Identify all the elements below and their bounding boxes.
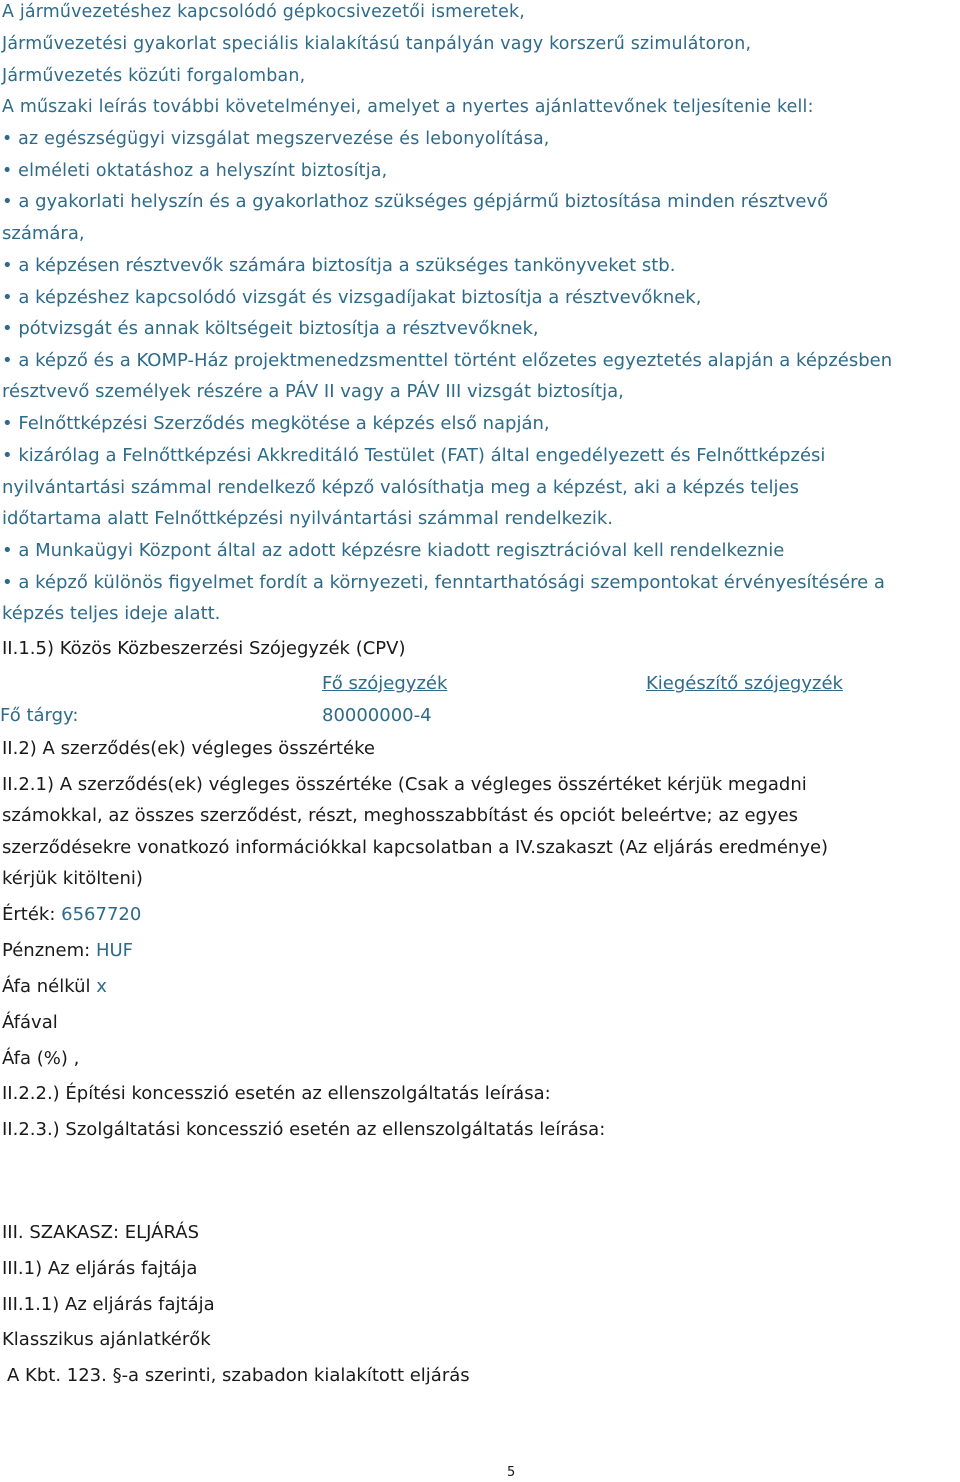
currency-label: Pénznem: bbox=[2, 940, 91, 961]
bullet-item: • a gyakorlati helyszín és a gyakorlathoz szükséges gépjármű biztosítása minden résztvevő bbox=[2, 191, 829, 212]
bullet-item: • a képző különös figyelmet fordít a környezeti, fenntarthatósági szempontokat érvényesítésére a bbox=[2, 572, 885, 593]
cpv-code: 80000000-4 bbox=[322, 705, 432, 726]
value-label: Érték: bbox=[2, 904, 56, 925]
text-line: Klasszikus ajánlatkérők bbox=[2, 1329, 211, 1350]
bullet-item-continued: időtartama alatt Felnőttképzési nyilvántartási számmal rendelkezik. bbox=[2, 508, 614, 529]
vat-excluded-mark: x bbox=[96, 976, 107, 997]
section-heading-ii2: II.2) A szerződés(ek) végleges összértéke bbox=[2, 738, 375, 759]
bullet-item: • a Munkaügyi Központ által az adott képzésre kiadott regisztrációval kell rendelkeznie bbox=[2, 540, 785, 561]
vat-percent-label: Áfa (%) , bbox=[2, 1048, 80, 1069]
cpv-main-vocabulary-header: Fő szójegyzék bbox=[322, 673, 448, 694]
text-line: II.2.2.) Építési koncesszió esetén az ellenszolgáltatás leírása: bbox=[2, 1083, 551, 1104]
text-line: Járművezetési gyakorlat speciális kialakítású tanpályán vagy korszerű szimulátoron, bbox=[2, 34, 752, 54]
section-heading-iii: III. SZAKASZ: ELJÁRÁS bbox=[2, 1222, 200, 1243]
bullet-item: • Felnőttképzési Szerződés megkötése a képzés első napján, bbox=[2, 413, 550, 434]
bullet-item-continued: képzés teljes ideje alatt. bbox=[2, 603, 221, 624]
bullet-item: • kizárólag a Felnőttképzési Akkreditáló Testület (FAT) által engedélyezett és Felnőttképzési bbox=[2, 445, 826, 466]
text-line: III.1) Az eljárás fajtája bbox=[2, 1258, 198, 1279]
text-line: számokkal, az összes szerződést, részt, meghosszabbítást és opciót beleértve; az egyes bbox=[2, 805, 799, 826]
bullet-item-continued: számára, bbox=[2, 223, 85, 244]
text-line: A Kbt. 123. §-a szerinti, szabadon kialakított eljárás bbox=[7, 1365, 470, 1386]
currency-row bbox=[2, 940, 133, 962]
bullet-item-continued: résztvevő személyek részére a PÁV II vagy a PÁV III vizsgát biztosítja, bbox=[2, 381, 624, 402]
bullet-item: • a képzésen résztvevők számára biztosítja a szükséges tankönyveket stb. bbox=[2, 255, 676, 276]
text-line: II.2.3.) Szolgáltatási koncesszió esetén az ellenszolgáltatás leírása: bbox=[2, 1119, 606, 1140]
bullet-item-continued: nyilvántartási számmal rendelkező képző valósíthatja meg a képzést, aki a képzés teljes bbox=[2, 477, 799, 498]
currency-value: HUF bbox=[95, 940, 134, 961]
section-heading-cpv: II.1.5) Közös Közbeszerzési Szójegyzék (CPV) bbox=[2, 638, 406, 659]
value-row bbox=[2, 904, 141, 926]
cpv-supplementary-vocabulary-header: Kiegészítő szójegyzék bbox=[646, 673, 843, 694]
text-line: III.1.1) Az eljárás fajtája bbox=[2, 1294, 215, 1315]
value-amount: 6567720 bbox=[61, 904, 142, 925]
bullet-item: • pótvizsgát és annak költségeit biztosítja a résztvevőknek, bbox=[2, 318, 539, 339]
bullet-item: • a képző és a KOMP-Ház projektmenedzsmenttel történt előzetes egyeztetés alapján a képzésben bbox=[2, 350, 893, 371]
vat-excluded-label: Áfa nélkül bbox=[2, 976, 91, 997]
text-line: kérjük kitölteni) bbox=[2, 868, 143, 889]
text-line: szerződésekre vonatkozó információkkal kapcsolatban a IV.szakaszt (Az eljárás eredménye) bbox=[2, 837, 829, 858]
text-line: Járművezetés közúti forgalomban, bbox=[2, 66, 306, 86]
cpv-row-label: Fő tárgy: bbox=[0, 705, 79, 726]
text-line: II.2.1) A szerződés(ek) végleges összértéke (Csak a végleges összértéket kérjük megadni bbox=[2, 774, 807, 795]
vat-included-label: Áfával bbox=[2, 1012, 58, 1033]
text-line: A műszaki leírás további követelményei, amelyet a nyertes ajánlattevőnek teljesítenie kell: bbox=[2, 97, 814, 117]
bullet-item: • a képzéshez kapcsolódó vizsgát és vizsgadíjakat biztosítja a résztvevőknek, bbox=[2, 287, 702, 308]
vat-excluded-row bbox=[2, 976, 107, 998]
page-number: 5 bbox=[507, 1465, 516, 1480]
bullet-item: • az egészségügyi vizsgálat megszervezése és lebonyolítása, bbox=[2, 129, 550, 149]
bullet-item: • elméleti oktatáshoz a helyszínt biztosítja, bbox=[2, 161, 388, 181]
text-line: A járművezetéshez kapcsolódó gépkocsivezetői ismeretek, bbox=[2, 2, 525, 22]
